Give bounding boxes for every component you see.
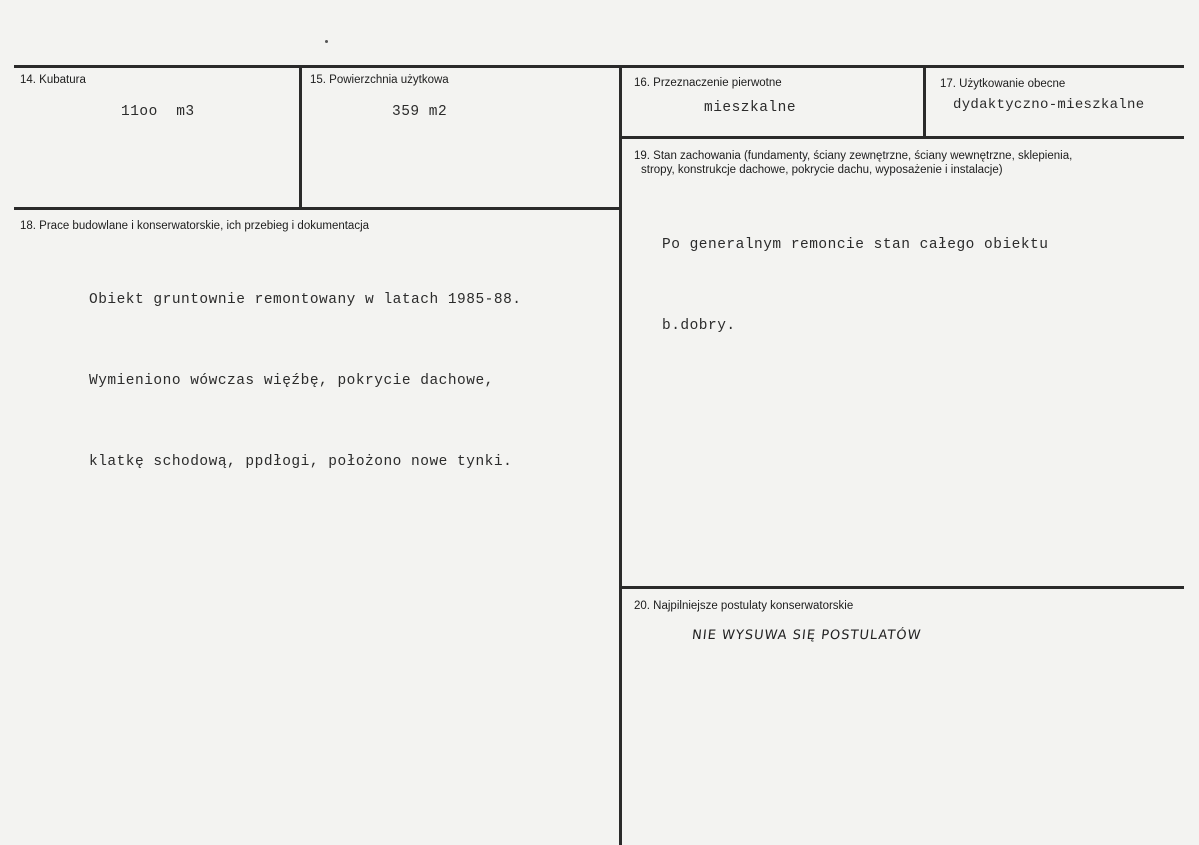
field-19-label-line-1: 19. Stan zachowania (fundamenty, ściany zewnętrzne, ściany wewnętrzne, sklepienia, (634, 150, 1073, 162)
speck (325, 40, 328, 43)
field-18-line-1: Obiekt gruntownie remontowany w latach 1985-88. (89, 292, 522, 308)
field-15-value: 359 m2 (392, 104, 448, 120)
field-19-line-2: b.dobry. (662, 318, 736, 334)
field-16-label: 16. Przeznaczenie pierwotne (634, 77, 782, 89)
divider-14-15 (299, 65, 302, 210)
field-20-label: 20. Najpilniejsze postulaty konserwatorskie (634, 600, 854, 612)
field-18-label: 18. Prace budowlane i konserwatorskie, ich przebieg i dokumentacja (20, 220, 370, 232)
field-18-text (89, 233, 521, 530)
divider-16-17 (923, 65, 926, 139)
field-14-label: 14. Kubatura (20, 74, 86, 86)
rule-above-20 (622, 586, 1184, 589)
field-20-handwritten-note: NIE WYSUWA SIĘ POSTULATÓW (691, 628, 923, 643)
field-18-line-2: Wymieniono wówczas więźbę, pokrycie dachowe, (89, 373, 494, 389)
rule-under-16-17 (622, 136, 1184, 139)
rule-under-14-15 (14, 207, 622, 210)
field-19-label-line-2: stropy, konstrukcje dachowe, pokrycie dachu, wyposażenie i instalacje) (641, 164, 1003, 176)
field-16-value: mieszkalne (704, 100, 797, 116)
field-18-line-3: klatkę schodową, ppdłogi, położono nowe tynki. (89, 454, 513, 470)
top-rule (14, 65, 1184, 68)
field-19-line-1: Po generalnym remoncie stan całego obiektu (662, 237, 1049, 253)
field-15-label: 15. Powierzchnia użytkowa (310, 74, 449, 86)
field-17-value: dydaktyczno-mieszkalne (953, 97, 1145, 113)
main-column-divider (619, 65, 622, 845)
field-14-value: 11oo m3 (121, 104, 195, 120)
field-19-text (662, 178, 1048, 394)
field-17-label: 17. Użytkowanie obecne (940, 78, 1066, 90)
